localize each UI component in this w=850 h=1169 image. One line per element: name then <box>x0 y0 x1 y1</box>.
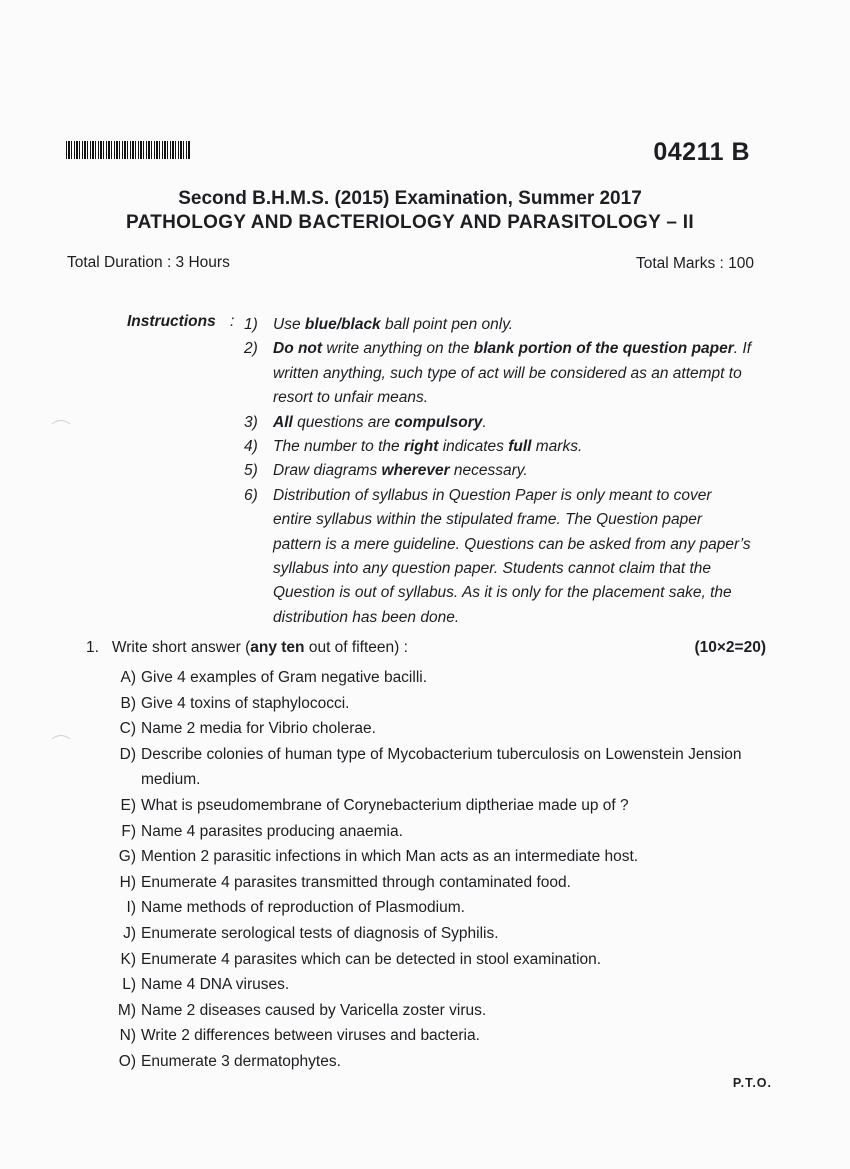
question-number: 1. <box>86 639 99 656</box>
subquestion-item <box>100 921 760 947</box>
subquestion-text: Name 2 diseases caused by Varicella zoster virus. <box>141 1001 487 1019</box>
subquestion-text: Enumerate 3 dermatophytes. <box>141 1052 341 1070</box>
subquestion-letter: H) <box>119 873 136 891</box>
punch-hole-mark <box>48 420 74 445</box>
subquestion-text: Write 2 differences between viruses and bacteria. <box>141 1027 480 1045</box>
subquestion-text: Name 4 parasites producing anaemia. <box>141 822 403 840</box>
instruction-text: Draw diagrams wherever necessary. <box>273 462 528 480</box>
subject-title: PATHOLOGY AND BACTERIOLOGY AND PARASITOLOGY – II <box>126 212 694 233</box>
subquestion-letter: F) <box>121 822 136 840</box>
question-1-marks: (10×2=20) <box>694 639 766 656</box>
subquestion-letter: D) <box>119 745 136 763</box>
subquestion-text: Name 2 media for Vibrio cholerae. <box>141 720 376 738</box>
instruction-item <box>244 313 764 337</box>
subquestion-item <box>100 716 760 742</box>
instruction-item <box>244 337 764 410</box>
instruction-item <box>244 484 764 630</box>
instructions-list <box>244 313 764 630</box>
subquestion-item <box>100 1049 760 1075</box>
subquestion-item <box>100 972 760 998</box>
subquestion-text: Enumerate 4 parasites transmitted through contaminated food. <box>141 873 571 891</box>
subquestion-item <box>100 844 760 870</box>
subquestion-letter: O) <box>118 1052 136 1070</box>
subquestion-letter: L) <box>122 976 136 994</box>
instruction-number: 4) <box>244 438 258 456</box>
question-prompt-text: Write short answer (any ten out of fifteen) : <box>111 639 408 656</box>
punch-hole-mark <box>48 735 74 760</box>
subquestion-list <box>100 665 760 1075</box>
pto-label: P.T.O. <box>732 1076 772 1090</box>
subquestion-item <box>100 793 760 819</box>
subquestion-text: Name methods of reproduction of Plasmodium. <box>141 899 465 917</box>
subquestion-item <box>100 665 760 691</box>
subquestion-text: Enumerate 4 parasites which can be detected in stool examination. <box>141 950 602 968</box>
paper-code: 04211 B <box>653 138 750 166</box>
subquestion-letter: B) <box>120 694 136 712</box>
subquestion-text: Give 4 toxins of staphylococci. <box>141 694 350 712</box>
instruction-item <box>244 459 764 483</box>
subquestion-text: Describe colonies of human type of Mycobacterium tuberculosis on Lowenstein Jension medium. <box>141 745 742 789</box>
exam-title: Second B.H.M.S. (2015) Examination, Summer 2017 <box>178 188 642 209</box>
subquestion-letter: J) <box>123 924 136 942</box>
instructions-colon: : <box>230 313 235 330</box>
subquestion-letter: A) <box>120 669 136 686</box>
subquestion-item <box>100 1023 760 1049</box>
instruction-number: 3) <box>244 413 258 431</box>
subquestion-item <box>100 691 760 717</box>
subquestion-text: Mention 2 parasitic infections in which Man acts as an intermediate host. <box>141 848 639 866</box>
subquestion-letter: M) <box>117 1001 136 1019</box>
instruction-text: The number to the right indicates full marks. <box>273 438 583 456</box>
subquestion-text: Give 4 examples of Gram negative bacilli. <box>141 669 428 686</box>
instruction-number: 6) <box>244 486 258 504</box>
subquestion-letter: I) <box>126 899 136 917</box>
total-marks: Total Marks : 100 <box>635 255 754 272</box>
subquestion-item <box>100 742 760 793</box>
subquestion-text: Name 4 DNA viruses. <box>141 976 290 994</box>
question-1-header <box>86 639 766 665</box>
instructions-label: Instructions <box>127 313 216 330</box>
subquestion-item <box>100 998 760 1024</box>
subquestion-letter: E) <box>120 796 136 814</box>
instruction-item <box>244 435 764 459</box>
subquestion-letter: G) <box>118 848 136 866</box>
instruction-number: 1) <box>244 316 258 333</box>
instruction-number: 5) <box>244 462 258 480</box>
instruction-text: Use blue/black ball point pen only. <box>273 316 514 333</box>
subquestion-letter: C) <box>119 720 136 738</box>
instruction-text: Distribution of syllabus in Question Paper is only meant to cover entire syllabus within the stipulated frame. The Question paper pattern is a mere guideline. Questions can be asked from any paper’s syllabus into any question paper. Students cannot claim that the Question is out of syllabus. As it is only for the placement sake, the distribution has been done. <box>273 486 751 626</box>
instruction-item <box>244 411 764 435</box>
instruction-text: Do not write anything on the blank portion of the question paper. If written anything, such type of act will be considered as an attempt to resort to unfair means. <box>273 340 752 407</box>
barcode-image <box>66 141 190 159</box>
subquestion-item <box>100 819 760 845</box>
subquestion-text: Enumerate serological tests of diagnosis of Syphilis. <box>141 924 499 942</box>
question-1-prompt <box>86 639 408 665</box>
total-duration: Total Duration : 3 Hours <box>67 254 230 271</box>
subquestion-text: What is pseudomembrane of Corynebacterium diptheriae made up of ? <box>141 796 629 814</box>
instruction-number: 2) <box>244 340 258 358</box>
subquestion-item <box>100 947 760 973</box>
instruction-text: All questions are compulsory. <box>273 413 487 431</box>
subquestion-item <box>100 895 760 921</box>
subquestion-item <box>100 870 760 896</box>
subquestion-letter: N) <box>119 1027 136 1045</box>
subquestion-letter: K) <box>120 950 136 968</box>
